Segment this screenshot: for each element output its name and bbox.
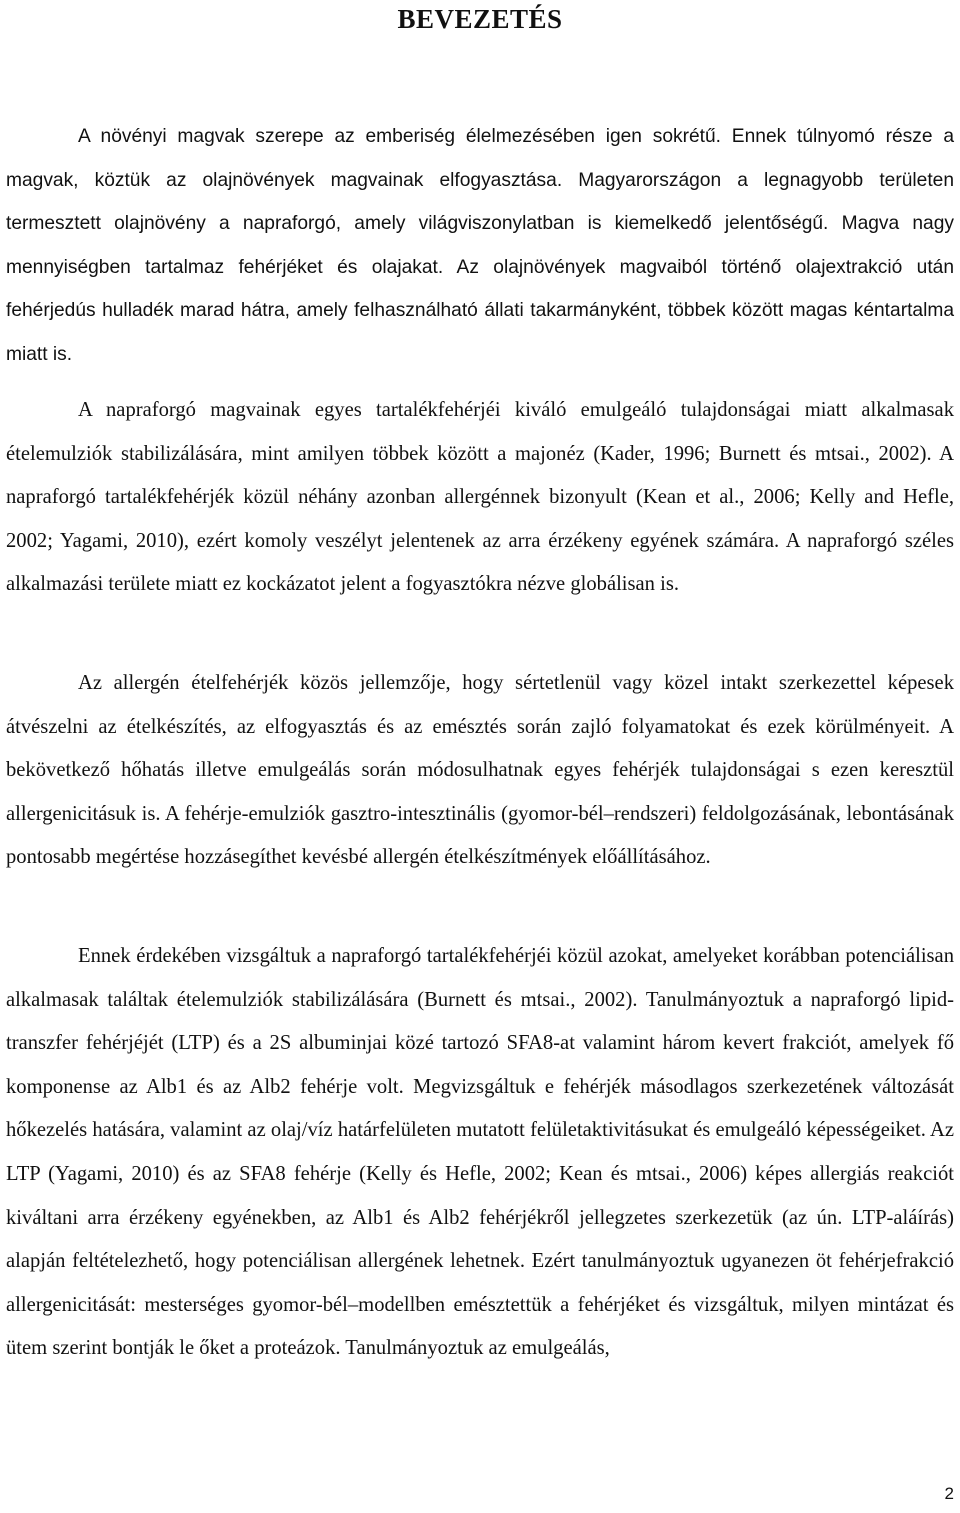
paragraph-3-text: Az allergén ételfehérjék közös jellemzője, hogy sértetlenül vagy közel intakt szerkezettel képesek átvészelni az ételkészítés, az elfogyasztás és az emésztés során zajló folyamatokat és ezek körülményeit. A bekövetkező hőhatás illetve emulgeálás során módosulhatnak egyes fehérjék tulajdonságai s ezen keresztül allergenicitásuk is. A fehérje-emulziók gasztro-intesztinális (gyomor-bél–rendszeri) feldolgozásának, lebontásának pontosabb megértése hozzásegíthet kevésbé allergén ételkészítmények előállításához. — [6, 672, 954, 869]
paragraph-4-text: Ennek érdekében vizsgáltuk a napraforgó tartalékfehérjéi közül azokat, amelyeket korábban potenciálisan alkalmasak találtak ételemulziók stabilizálására (Burnett és mtsai., 2002). Tanulmányoztuk a napraforgó lipid-transzfer fehérjéjét (LTP) és a 2S albuminjai közé tartozó SFA8-at valamint három kevert frakciót, amelyek fő komponense az Alb1 és az Alb2 fehérje volt. Megvizsgáltuk e fehérjék másodlagos szerkezetének változását hőkezelés hatására, valamint az olaj/víz határfelületen mutatott felületaktivitásukat és emulgeáló képességeiket. Az LTP (Yagami, 2010) és az SFA8 fehérje (Kelly és Hefle, 2002; Kean és mtsai., 2006) képes allergiás reakciót kiváltani arra érzékeny egyénekben, az Alb1 és Alb2 fehérjékről jellegzetes szerkezetük (az ún. LTP-aláírás) alapján feltételezhető, hogy potenciálisan allergének lehetnek. Ezért tanulmányoztuk ugyanezen öt fehérjefrakció allergenicitását: mesterséges gyomor-bél–modellben emésztettük a fehérjéket és vizsgáltuk, milyen mintázat és ütem szerint bontják le őket a proteázok. Tanulmányoztuk az emulgeálás, — [6, 945, 954, 1360]
paragraph-1 — [6, 115, 954, 377]
section-title: BEVEZETÉS — [397, 4, 563, 34]
paragraph-4 — [6, 935, 954, 1371]
paragraph-2-text: A napraforgó magvainak egyes tartalékfehérjéi kiváló emulgeáló tulajdonságai miatt alkalmasak ételemulziók stabilizálására, mint amilyen többek között a majonéz (Kader, 1996; Burnett és mtsai., 2002). A napraforgó tartalékfehérjék közül néhány azonban allergénnek bizonyult (Kean et al., 2006; Kelly and Hefle, 2002; Yagami, 2010), ezért komoly veszélyt jelentenek az arra érzékeny egyének számára. A napraforgó széles alkalmazási területe miatt ez kockázatot jelent a fogyasztókra nézve globálisan is. — [6, 399, 954, 596]
paragraph-2 — [6, 389, 954, 607]
paragraph-1-text: A növényi magvak szerepe az emberiség élelmezésében igen sokrétű. Ennek túlnyomó része a magvak, köztük az olajnövények magvainak elfogyasztása. Magyarországon a legnagyobb területen termesztett olajnövény a napraforgó, amely világviszonylatban is kiemelkedő jelentőségű. Magva nagy mennyiségben tartalmaz fehérjéket és olajakat. Az olajnövények magvaiból történő olajextrakció után fehérjedús hulladék marad hátra, amely felhasználható állati takarmányként, többek között magas kéntartalma miatt is. — [6, 126, 954, 365]
paragraph-3 — [6, 662, 954, 880]
page-number: 2 — [944, 1484, 954, 1503]
